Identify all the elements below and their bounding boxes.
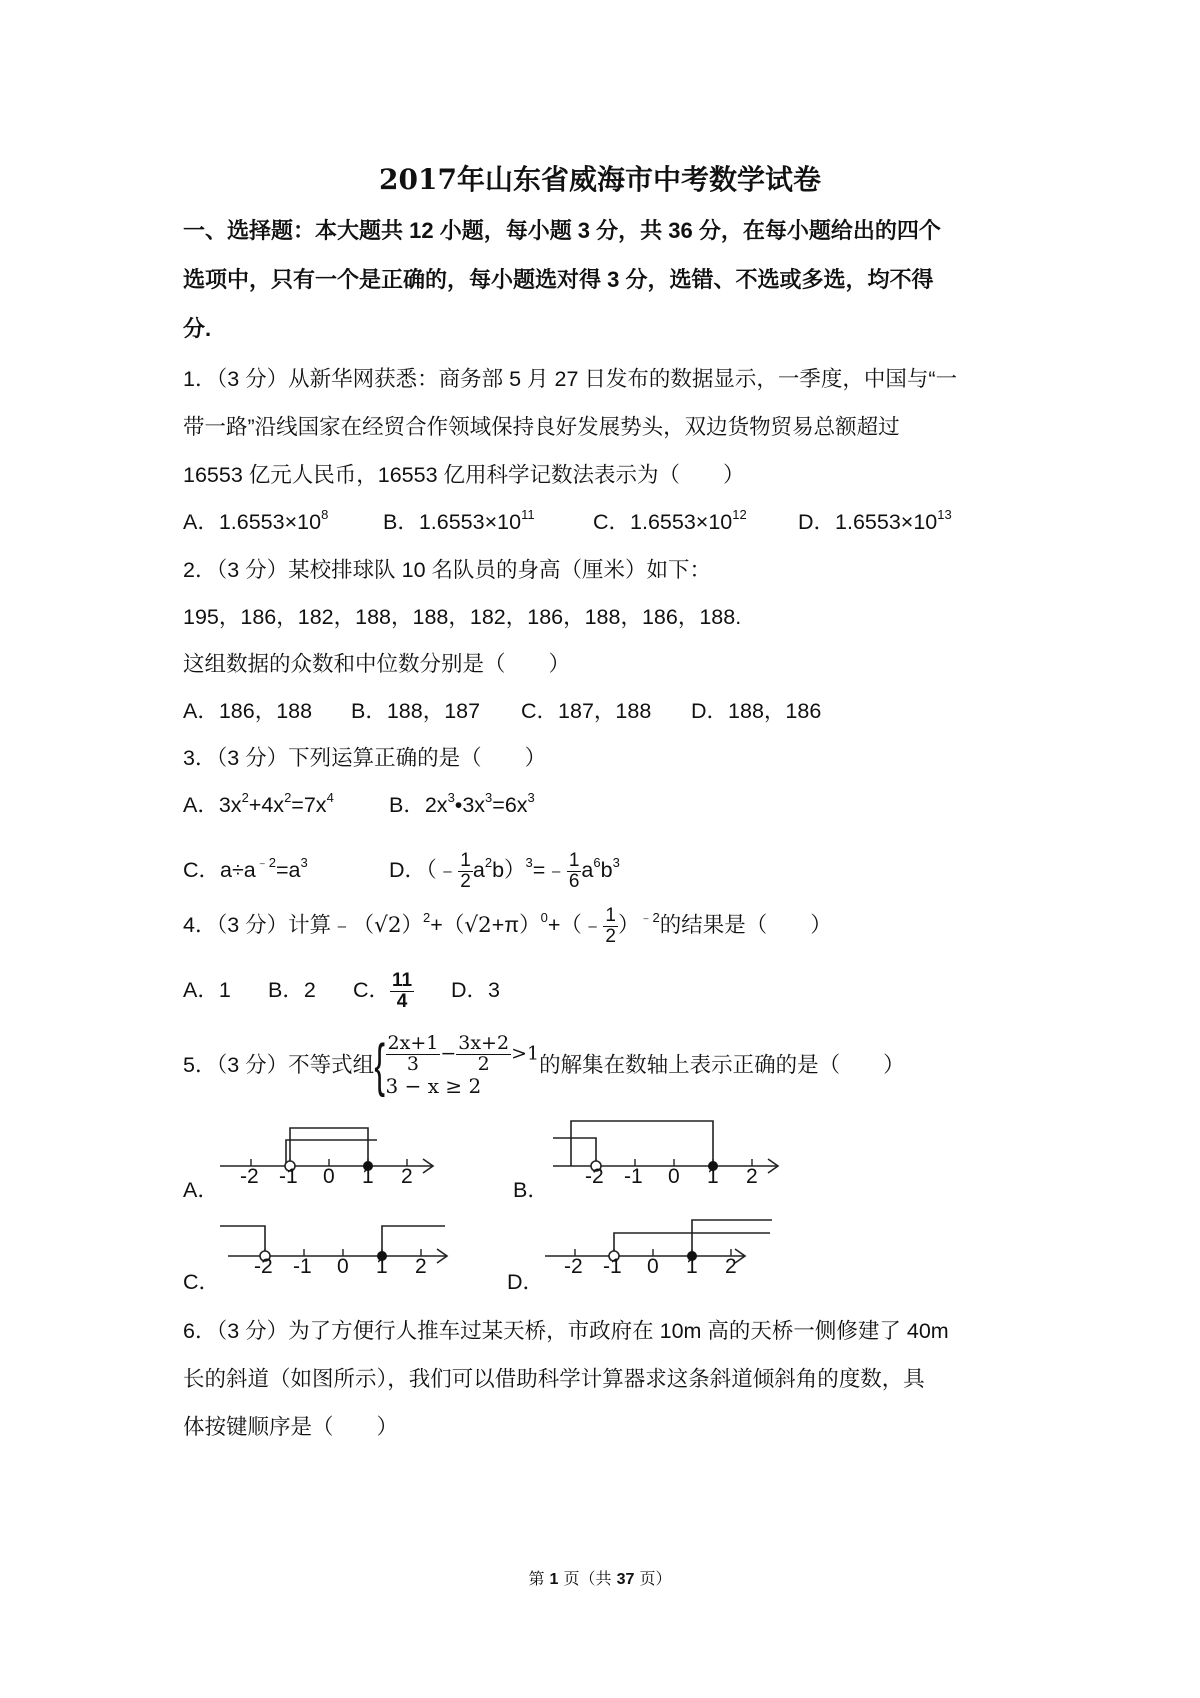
tick-label: 0 [668,1165,680,1188]
q3-a-part: +4x [248,793,285,817]
q3-d-num-1: 1 [460,849,471,871]
q3-c-part: C．a÷a [183,858,256,882]
q5-gt: >1 [511,1042,540,1065]
q2-option-b[interactable]: B．188，187 [351,699,481,723]
q3-d-part: a [581,858,594,882]
q4-option-b[interactable]: B．2 [268,978,316,1002]
q1-option-b-text: B．1.6553×10 [383,510,522,534]
q1-option-a-text: A．1.6553×10 [183,510,322,534]
q3-d-part: =﹣ [532,858,567,882]
q4-option-a[interactable]: A．1 [183,978,231,1002]
q4-exp: ﹣2 [639,910,660,925]
q6-line-1: 6．（3 分）为了方便行人推车过某天桥，市政府在 10m 高的天桥一侧修建了 40m [183,1319,949,1343]
solution-bracket [571,1121,713,1166]
q4-part: +（﹣ [547,913,604,937]
q1-option-c-exp: 12 [732,507,747,522]
q3-b-part: =6x [492,793,528,817]
q5-option-c-label[interactable]: C． [183,1270,221,1294]
q5-minus: − [440,1042,457,1065]
q1-option-d-exp: 13 [937,507,952,522]
q4-part: ） [401,913,424,937]
tick-label: -1 [624,1165,643,1188]
q4-exp: 2 [423,910,431,925]
tick-label: -1 [293,1255,312,1278]
q4-option-c-num: 11 [392,969,413,991]
ray-from-one [692,1220,772,1256]
section-heading-line-3: 分. [183,316,212,341]
q3-c-exp: 3 [300,855,308,870]
tick-label: 0 [647,1255,659,1278]
q5-part: 的解集在数轴上表示正确的是（ ） [539,1053,905,1077]
tick-label: -2 [585,1165,604,1188]
q5-option-d-label[interactable]: D． [507,1270,545,1294]
right-ray [382,1226,445,1256]
q3-d-exp: 3 [612,855,620,870]
q1-option-b-exp: 11 [521,507,535,522]
q6-line-2: 长的斜道（如图所示），我们可以借助科学计算器求这条斜道倾斜角的度数，具 [183,1367,925,1391]
q5-num-2: 3x+2 [458,1032,510,1055]
q3-a-exp: 2 [241,790,249,805]
q5-num-1: 2x+1 [387,1032,439,1055]
q5-den-2: 2 [477,1053,490,1076]
q3-c-part: =a [275,858,301,882]
q1-option-a-exp: 8 [321,507,329,522]
q5-den-1: 3 [406,1053,419,1076]
q1-line-3: 16553 亿元人民币，16553 亿用科学记数法表示为（ ） [183,463,745,487]
tick-label: 0 [323,1165,335,1188]
q3-b-part: •3x [454,793,486,817]
tick-label: -2 [564,1255,583,1278]
q4-part: 的结果是（ ） [659,913,832,937]
q4-sqrt-2: √2 [464,913,492,938]
footer-part: 页（共 [558,1569,617,1588]
q3-a-part: A．3x [183,793,242,817]
tick-label: 2 [401,1165,413,1188]
q3-b-exp: 3 [447,790,455,805]
q3-d-part: b [600,858,613,882]
section-heading-line-1: 一、选择题：本大题共 12 小题，每小题 3 分，共 36 分，在每小题给出的四个 [183,218,941,243]
page-footer [0,1566,1200,1589]
left-ray [220,1226,265,1256]
footer-page-number: 1 [549,1571,559,1588]
q5-part: 5．（3 分）不等式组 [183,1053,375,1077]
q3-d-part: D．（﹣ [389,858,459,882]
q3-d-den-2: 6 [568,870,580,892]
tick-label: 1 [362,1165,374,1188]
q3-a-exp: 4 [326,790,334,805]
q4-option-d[interactable]: D．3 [451,978,500,1002]
tick-label: -2 [240,1165,259,1188]
q4-part: ） [618,913,640,937]
q5-system-row-2: 3 − x ≥ 2 [385,1074,482,1099]
q3-c-exp: ﹣2 [255,855,276,870]
footer-part: 页） [634,1569,672,1588]
q3-b-exp: 3 [527,790,535,805]
q4-part: +π） [491,913,541,937]
q3-b-part: B．2x [389,793,448,817]
q2-line-2: 195，186，182，188，188，182，186，188，186，188. [183,605,742,629]
tick-label: 1 [376,1255,388,1278]
q3-a-part: =7x [291,793,327,817]
section-heading-line-2: 选项中，只有一个是正确的，每小题选对得 3 分，选错、不选或多选，均不得 [183,267,934,292]
q6-line-3: 体按键顺序是（ ） [183,1415,399,1439]
q1-line-1: 1．（3 分）从新华网获悉：商务部 5 月 27 日发布的数据显示，一季度，中国与“一 [183,367,958,391]
tick-label: 0 [337,1255,349,1278]
q1-line-2: 带一路”沿线国家在经贸合作领域保持良好发展势头，双边货物贸易总额超过 [183,415,900,439]
q3-d-exp: 3 [525,855,533,870]
q2-option-d[interactable]: D．188，186 [691,699,822,723]
q3-d-part: b） [492,858,526,882]
q3-d-exp: 6 [593,855,601,870]
page-title: 2017年山东省威海市中考数学试卷 [379,163,821,196]
q4-option-c-den: 4 [396,990,408,1012]
q4-part: 4．（3 分）计算﹣（ [183,913,375,937]
q5-brace: { [374,1033,386,1099]
tick-label: 2 [746,1165,758,1188]
q2-line-1: 2．（3 分）某校排球队 10 名队员的身高（厘米）如下： [183,558,712,582]
q3-d-den-1: 2 [460,870,471,892]
solution-bracket-inner [286,1140,377,1166]
q4-sqrt-1: √2 [374,913,402,938]
tick-label: 1 [707,1165,719,1188]
tick-label: -1 [279,1165,298,1188]
q3-a-exp: 2 [284,790,292,805]
q2-option-c[interactable]: C．187，188 [521,699,652,723]
q4-exp: 0 [540,910,548,925]
q3-d-exp: 2 [484,855,493,870]
q3-line-1: 3．（3 分）下列运算正确的是（ ） [183,746,547,770]
tick-label: 2 [415,1255,427,1278]
left-ray [553,1138,596,1166]
q3-b-exp: 3 [485,790,493,805]
q4-option-c-label: C． [353,978,391,1002]
q5-option-a-label[interactable]: A． [183,1178,219,1202]
tick-label: -2 [254,1255,273,1278]
q1-option-d-text: D．1.6553×10 [798,510,938,534]
tick-label: 1 [686,1255,698,1278]
q4-den: 2 [605,925,616,947]
q4-num: 1 [605,904,616,926]
q2-option-a[interactable]: A．186，188 [183,699,313,723]
q3-d-part: a [472,858,485,882]
q4-part: +（ [430,913,465,937]
footer-total-pages: 37 [616,1571,635,1588]
q2-line-3: 这组数据的众数和中位数分别是（ ） [183,652,571,676]
q1-option-c-text: C．1.6553×10 [593,510,733,534]
tick-label: 2 [725,1255,737,1278]
q3-d-num-2: 1 [568,849,580,871]
q5-option-b-label[interactable]: B． [513,1178,549,1202]
tick-label: -1 [603,1255,622,1278]
footer-part: 第 [528,1569,550,1588]
